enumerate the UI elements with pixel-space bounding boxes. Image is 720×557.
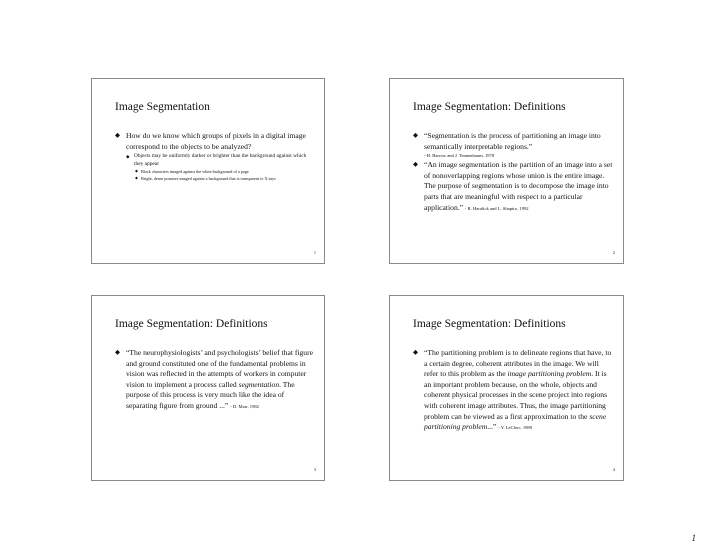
slide-body [115,348,314,413]
slide-4 [389,295,624,481]
diamond-bullet-icon: ◆ [135,169,138,174]
slide-number: 4 [612,467,615,472]
bullet-item [115,131,314,152]
slide-number: 3 [313,467,316,472]
bullet-item [413,131,613,160]
diamond-bullet-icon: ◆ [115,349,120,356]
diamond-bullet-icon: ◆ [115,132,120,139]
sub-sub-bullet-text: Bright, dense potatoes imaged against a background that is transparent to X-rays [141,176,276,182]
diamond-bullet-icon: ◆ [135,176,138,181]
bullet-item [413,348,613,434]
slide-3 [91,295,325,481]
sub-bullet-item [126,153,314,168]
sub-bullet-text: Objects may be uniformly darker or brighter than the background against which they appear [134,153,307,167]
slide-body [413,348,613,434]
sub-sub-bullet-text: Black characters imaged against the white background of a page [141,169,249,175]
quote-text: “The partitioning problem is to delineate regions that have, to a certain degree, coherent attributes in the image. We will refer to this problem as the [424,348,612,379]
citation: - H. Barrow and J. Tennenbaum, 1978 [424,153,495,159]
citation: - R. Haralick and L. Shapiro, 1992 [464,205,529,211]
bullet-item [115,348,314,413]
slide-title: Image Segmentation: Definitions [413,101,566,113]
quote-text: “Segmentation is the process of partitioning an image into semantically interpretable regions.” [424,131,601,151]
slide-body [115,131,314,182]
slide-1 [91,78,325,264]
slide-title: Image Segmentation: Definitions [115,318,268,330]
sub-sub-bullet-item [135,176,314,182]
citation: - Y. LeClerc, 1989 [498,425,533,431]
quote-text: . It is an important problem because, on the whole, objects and coherent physical processes in the scene project into regions with coherent image attributes. Thus, the image partitioning problem can be viewed as a first approximation to the [424,369,608,421]
quote-text: “An image segmentation is the partition of an image into a set of nonoverlapping regions whose union is the entire image. The purpose of segmentation is to decompose the image into parts that are meaningful with respect to a particular application.” [424,160,613,212]
slide-title: Image Segmentation: Definitions [413,318,566,330]
slide-title: Image Segmentation [115,101,210,113]
quote-text: ...” [487,422,497,432]
emphasis-term: segmentation [238,379,280,389]
diamond-bullet-icon: ◆ [413,349,418,356]
slide-body [413,131,613,214]
diamond-bullet-icon: ◆ [126,154,130,160]
citation: - D. Marr, 1982 [230,403,259,409]
page-number: 1 [691,533,696,543]
bullet-text: How do we know which groups of pixels in a digital image correspond to the objects to be analyzed? [126,131,306,151]
slide-2 [389,78,624,264]
diamond-bullet-icon: ◆ [413,161,418,169]
emphasis-term: image partitioning problem [507,369,592,379]
bullet-item [413,160,613,214]
slide-number: 2 [612,250,615,255]
diamond-bullet-icon: ◆ [413,132,418,139]
slide-number: 1 [313,250,316,255]
quote-text: . The purpose of this process is very much like the idea of separating figure from ground ...” [126,379,295,410]
quote-text: “The neurophysiologists’ and psychologists’ belief that figure and ground constituted one of the fundamental problems in vision was reflected in the attempts of workers in computer vision to implement a process called [126,348,313,389]
sub-sub-bullet-item [135,169,314,175]
emphasis-term: scene partitioning problem [424,411,607,432]
